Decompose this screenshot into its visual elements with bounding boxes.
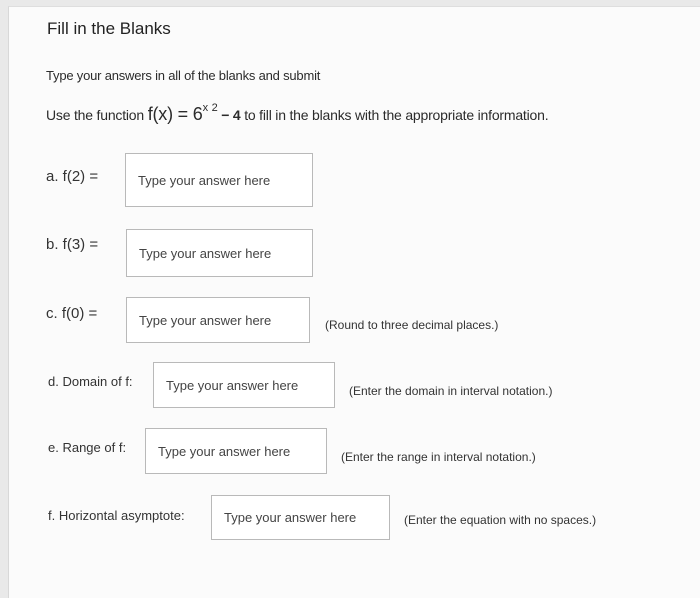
question-e-label: e. Range of f: xyxy=(48,440,127,455)
answer-f-input[interactable] xyxy=(211,495,390,540)
question-c-label: c. f(0) = xyxy=(46,305,98,322)
question-b-label: b. f(3) = xyxy=(46,236,99,253)
function-exponent-x: x xyxy=(202,102,208,114)
function-constant: − 4 xyxy=(221,107,241,123)
function-suffix: to fill in the blanks with the appropriate information. xyxy=(244,107,549,123)
question-d-label: d. Domain of f: xyxy=(48,374,133,389)
function-prefix: Use the function xyxy=(46,107,144,123)
instructions-text: Type your answers in all of the blanks and submit xyxy=(46,68,321,83)
answer-e-input[interactable] xyxy=(145,428,327,474)
question-c-hint: (Round to three decimal places.) xyxy=(325,318,499,332)
function-exponent-2: 2 xyxy=(211,102,218,114)
answer-b-input[interactable] xyxy=(126,229,313,277)
question-e-hint: (Enter the range in interval notation.) xyxy=(341,450,536,464)
question-f-label: f. Horizontal asymptote: xyxy=(48,508,185,523)
function-statement xyxy=(46,104,548,125)
answer-c-input[interactable] xyxy=(126,297,310,343)
answer-a-input[interactable] xyxy=(125,153,313,207)
question-d-hint: (Enter the domain in interval notation.) xyxy=(349,384,553,398)
answer-d-input[interactable] xyxy=(153,362,335,408)
question-f-hint: (Enter the equation with no spaces.) xyxy=(404,513,597,527)
function-expression: f(x) = 6 xyxy=(147,104,203,124)
question-a-label: a. f(2) = xyxy=(46,168,99,185)
page-title: Fill in the Blanks xyxy=(47,19,171,38)
